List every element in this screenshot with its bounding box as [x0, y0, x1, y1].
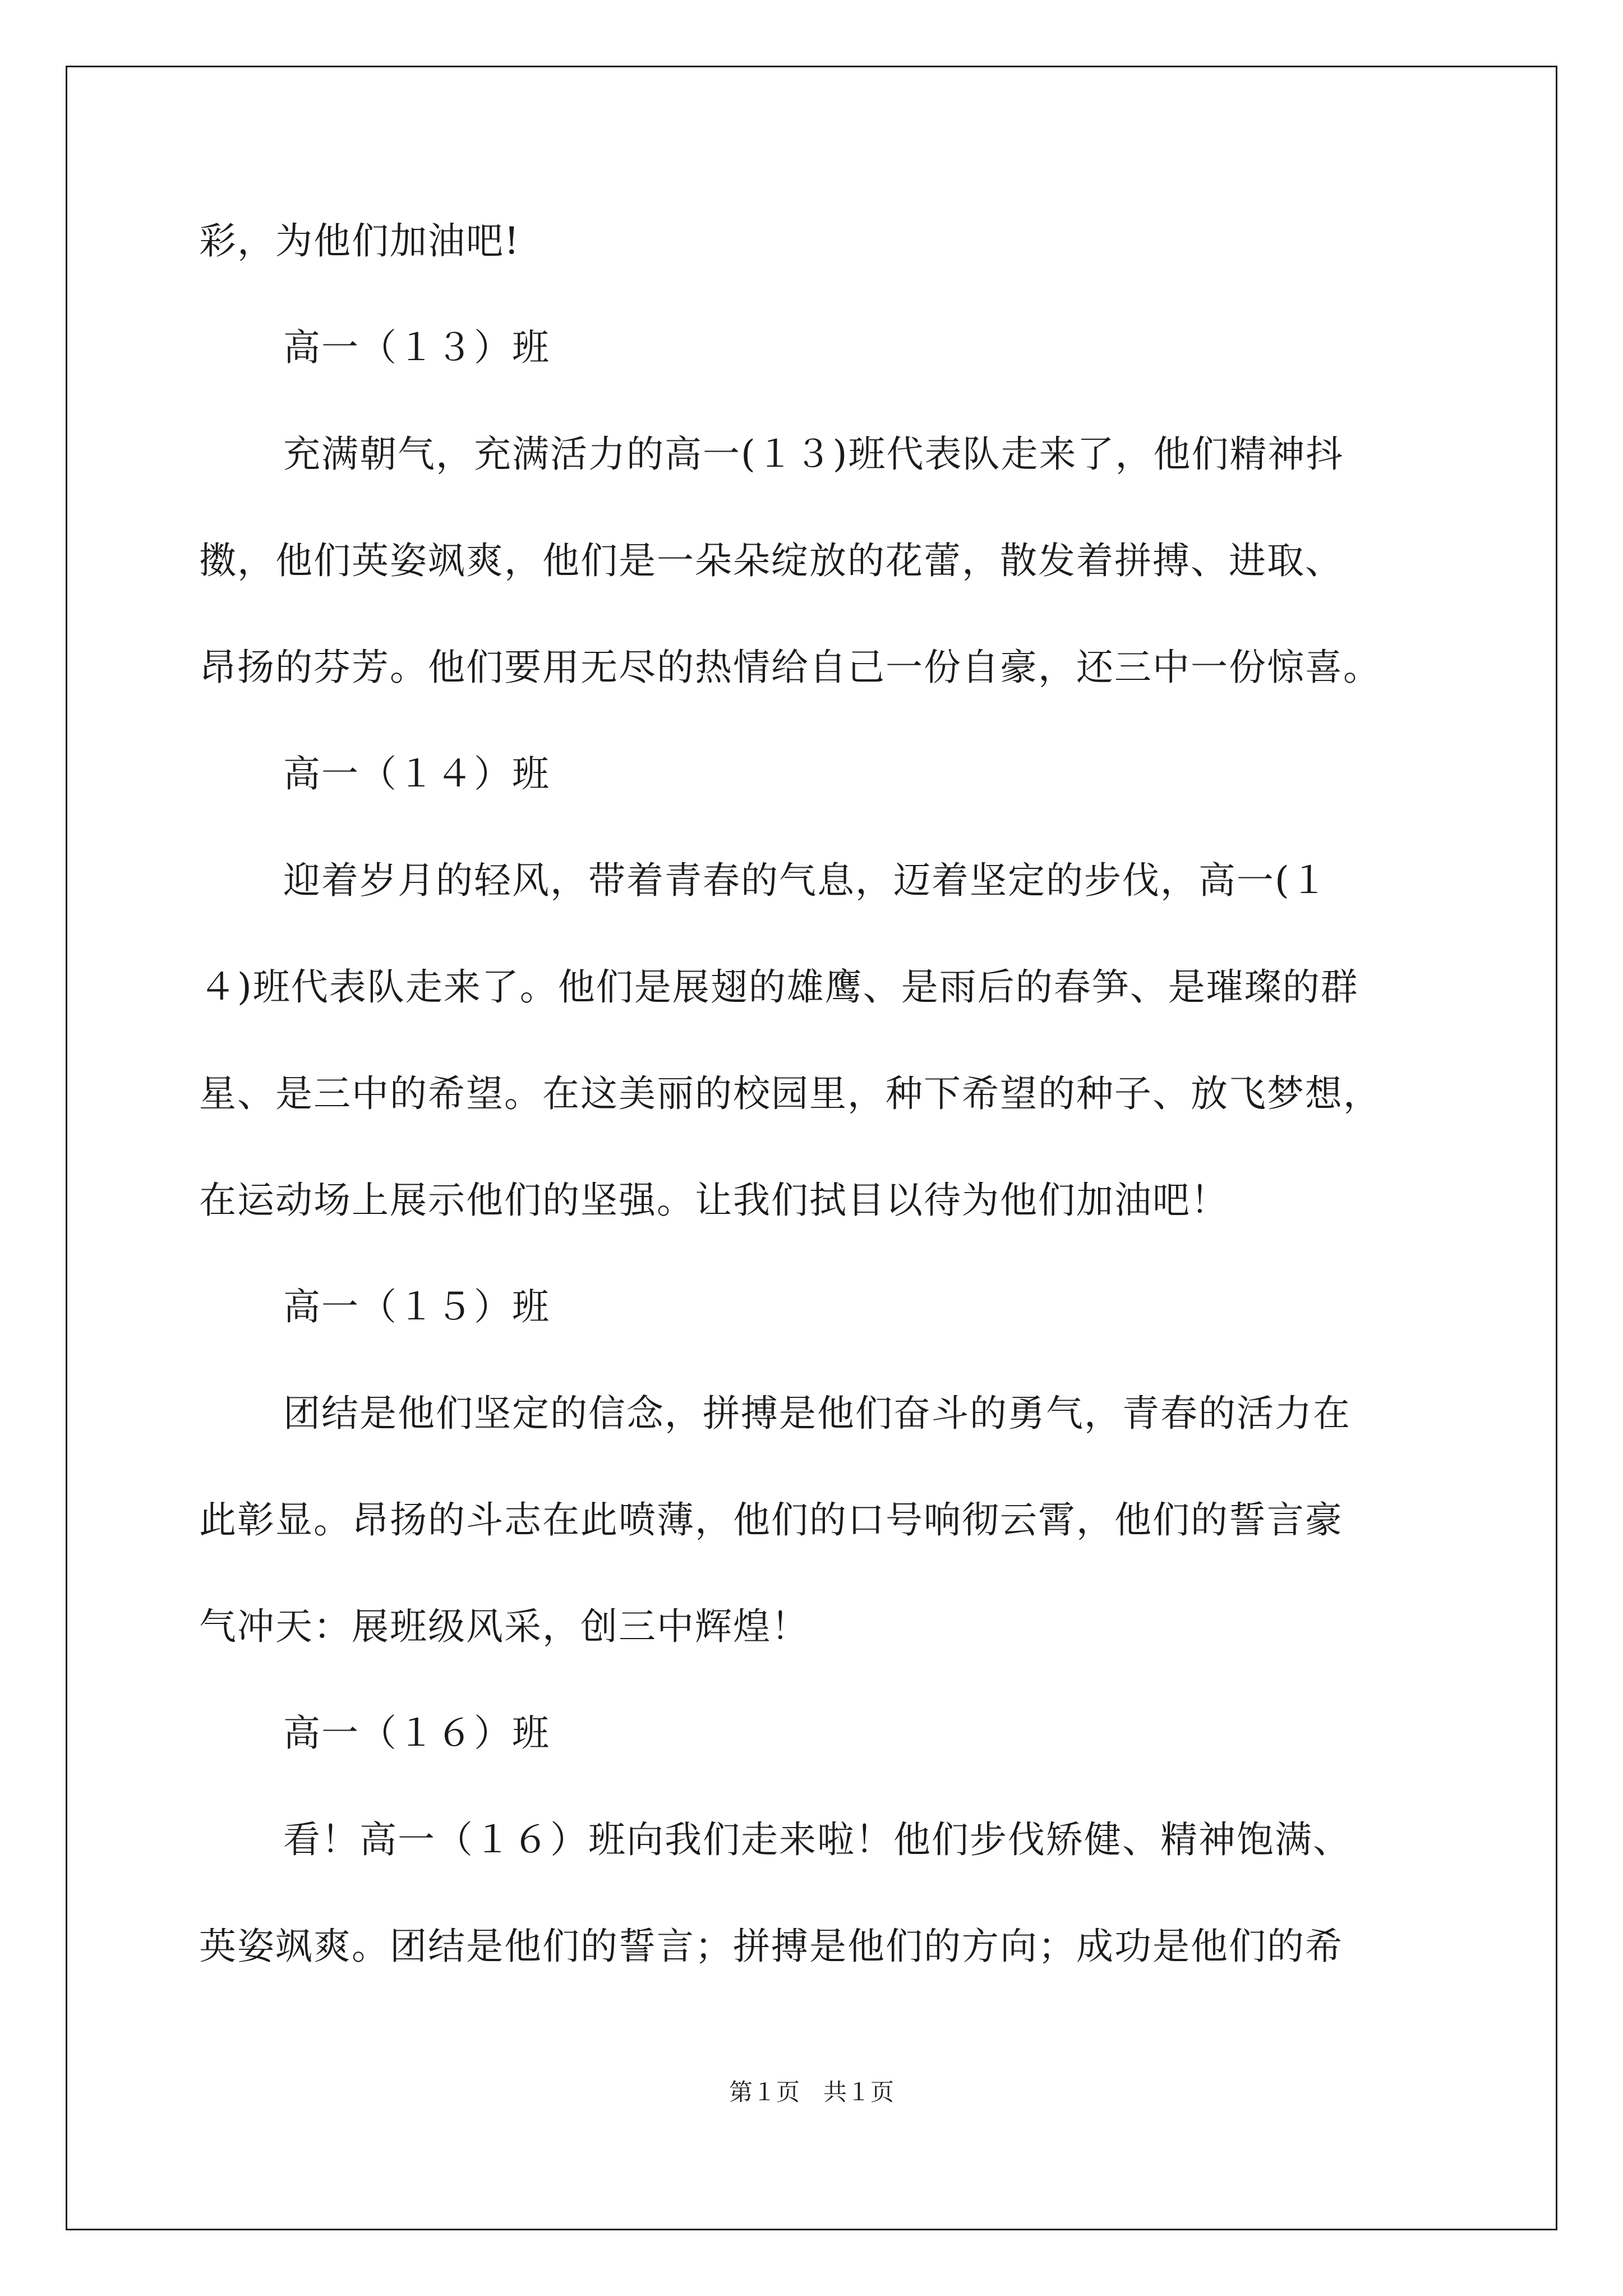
text-line: ４)班代表队走来了。他们是展翅的雄鹰、是雨后的春笋、是璀璨的群 — [199, 965, 1359, 1009]
text-line: 迎着岁月的轻风，带着青春的气息，迈着坚定的步伐，高一(１ — [283, 859, 1329, 902]
page-footer: 第１页 共１页 — [728, 2078, 894, 2106]
text-line: 英姿飒爽。团结是他们的誓言；拼搏是他们的方向；成功是他们的希 — [199, 1925, 1343, 1968]
section-heading-class-13: 高一（１３）班 — [283, 326, 550, 369]
text-line: 气冲天：展班级风采，创三中辉煌！ — [199, 1605, 809, 1648]
document-body — [199, 208, 1427, 2019]
section-heading-class-16: 高一（１６）班 — [283, 1711, 550, 1755]
text-line: 充满朝气，充满活力的高一(１３)班代表队走来了，他们精神抖 — [283, 432, 1344, 476]
text-line: 彩，为他们加油吧! — [199, 219, 520, 263]
text-line: 此彰显。昂扬的斗志在此喷薄，他们的口号响彻云霄，他们的誓言豪 — [199, 1498, 1343, 1542]
text-line: 擞，他们英姿飒爽，他们是一朵朵绽放的花蕾，散发着拼搏、进取、 — [199, 539, 1343, 582]
text-line: 团结是他们坚定的信念，拼搏是他们奋斗的勇气，青春的活力在 — [283, 1392, 1351, 1435]
text-line: 昂扬的芬芳。他们要用无尽的热情给自己一份自豪，还三中一份惊喜。 — [199, 646, 1381, 689]
text-line: 看！高一（１６）班向我们走来啦！他们步伐矫健、精神饱满、 — [283, 1818, 1351, 1861]
text-line: 在运动场上展示他们的坚强。让我们拭目以待为他们加油吧！ — [199, 1179, 1229, 1222]
section-heading-class-14: 高一（１４）班 — [283, 752, 550, 795]
text-line: 星、是三中的希望。在这美丽的校园里，种下希望的种子、放飞梦想， — [199, 1072, 1381, 1115]
section-heading-class-15: 高一（１５）班 — [283, 1285, 550, 1328]
